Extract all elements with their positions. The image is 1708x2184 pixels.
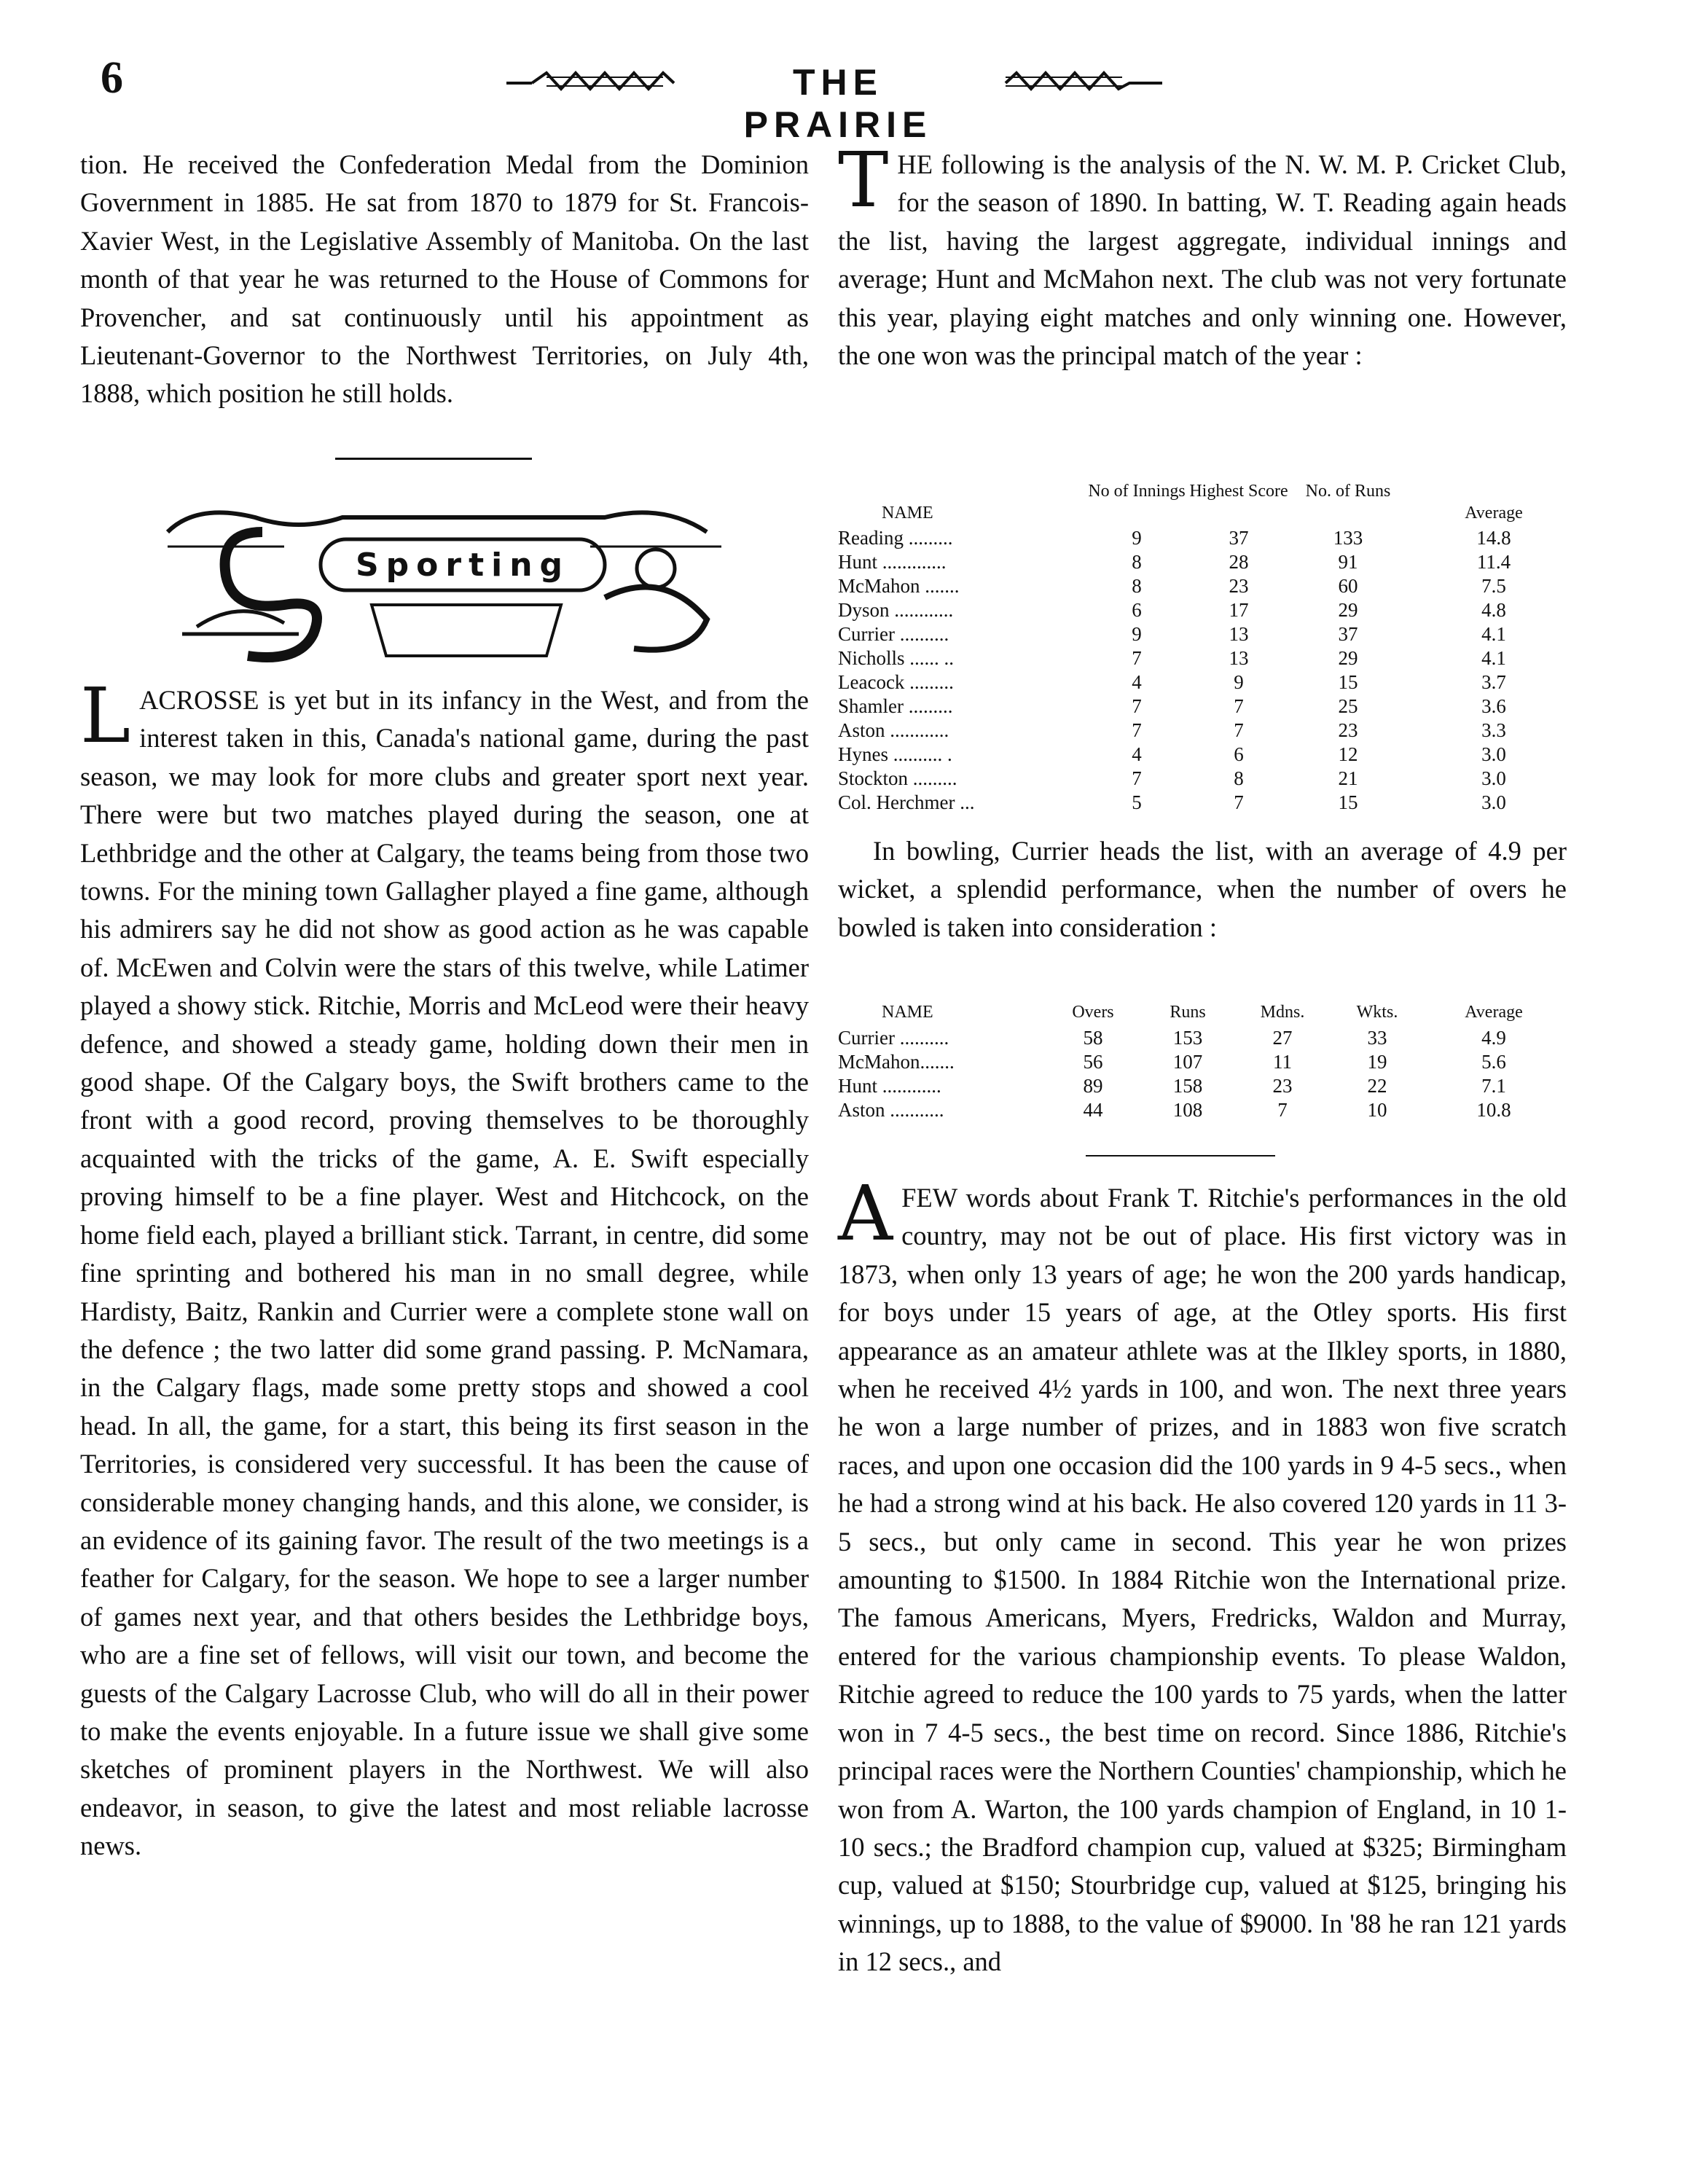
table-cell: McMahon ....... [838, 575, 960, 597]
right-ornament-icon [998, 60, 1166, 103]
table-cell: 14.8 [1476, 527, 1511, 549]
table-row [838, 670, 1574, 694]
publication-title: THE PRAIRIE [743, 62, 933, 145]
bowling-header-average: Average [1465, 1003, 1523, 1022]
bowling-header-overs: Overs [1072, 1003, 1114, 1022]
table-row [838, 598, 1574, 622]
table-cell: 7 [1234, 695, 1244, 717]
ritchie-article [838, 1169, 1567, 1981]
table-cell: 4.9 [1481, 1027, 1506, 1049]
table-cell: 133 [1333, 527, 1363, 549]
table-cell: 7 [1234, 719, 1244, 741]
bowling-table-header [838, 1002, 1574, 1026]
table-cell: 4.1 [1481, 623, 1506, 645]
table-row [838, 1098, 1574, 1122]
batting-header-innings: No of Innings [1088, 482, 1186, 501]
table-row [838, 743, 1574, 767]
table-cell: 9 [1132, 623, 1142, 645]
table-cell: Stockton ......... [838, 767, 957, 789]
bowling-intro [838, 832, 1567, 947]
table-cell: 7 [1132, 695, 1142, 717]
bowling-intro-text: In bowling, Currier heads the list, with an average of 4.9 per wicket, a splendid performance, when the number of overs he bowled is taken into consideration : [838, 836, 1567, 942]
bowling-table [838, 1002, 1574, 1122]
table-cell: Leacock ......... [838, 671, 954, 693]
table-cell: 11 [1273, 1051, 1292, 1073]
table-cell: Hynes .......... . [838, 743, 952, 765]
table-cell: 15 [1338, 671, 1358, 693]
table-cell: 58 [1083, 1027, 1103, 1049]
table-cell: 21 [1338, 767, 1358, 789]
batting-table [838, 481, 1574, 815]
table-cell: Reading ......... [838, 527, 953, 549]
ritchie-article-text: FEW words about Frank T. Ritchie's performances in the old country, may not be out of place. His first victory was in 1873, when only 13 years of age; he won the 200 yards handicap, for boys under 15 years of age, at the Otley sports. His first appearance as an amateur athlete was at the Ilkley sports, in 1880, when he received 4½ yards in 100, and won. The next three years he won a large number of prizes, and in 1883 won five scratch races, and upon one occasion did the 100 yards in 9 4-5 secs., when he had a strong wind at his back. He also covered 120 yards in 11 3-5 secs., but only came in second. This year he won prizes amounting to $1500. In 1884 Ritchie won the International prize. The famous Americans, Myers, Fredricks, Waldon and Murray, entered for the various championship events. To please Waldon, Ritchie agreed to reduce the 100 yards to 75 yards, when the latter won in 7 4-5 secs., the best time on record. Since 1886, Ritchie's principal races were the Northern Counties' championship, which he won from A. Warton, the 100 yards champion of England, in 10 1-10 secs.; the Bradford champion cup, valued at $325; Birmingham cup, valued at $150; Stourbridge cup, valued at $125, bringing his winnings, up to 1888, to the value of $9000. In '88 he ran 121 yards in 12 secs., and [838, 1183, 1567, 1977]
table-cell: 7 [1132, 719, 1142, 741]
table-cell: 23 [1338, 719, 1358, 741]
table-cell: 19 [1367, 1051, 1387, 1073]
table-cell: 7 [1277, 1099, 1288, 1121]
table-row [838, 694, 1574, 719]
table-cell: 7.5 [1481, 575, 1506, 597]
table-row [838, 719, 1574, 743]
cricket-dropcap: T [838, 136, 889, 224]
table-cell: 3.0 [1481, 743, 1506, 765]
table-cell: Hunt ............. [838, 551, 947, 573]
section-divider [335, 458, 532, 460]
cricket-intro-text: HE following is the analysis of the N. W. M. P. Cricket Club, for the season of 1890. In batting, W. T. Reading again heads the list, having the largest aggregate, individual innings and average; Hunt and McMahon next. The club was not very fortunate this year, playing eight matches and only winning one. However, the one won was the principal match of the year : [838, 149, 1567, 371]
table-cell: 6 [1132, 599, 1142, 621]
table-cell: 108 [1172, 1099, 1203, 1121]
left-column [80, 146, 809, 413]
table-cell: 3.7 [1481, 671, 1506, 693]
table-row [838, 1074, 1574, 1098]
table-cell: 5 [1132, 791, 1142, 813]
table-cell: 6 [1234, 743, 1244, 765]
table-cell: 25 [1338, 695, 1358, 717]
table-cell: 5.6 [1481, 1051, 1506, 1073]
section-divider-2 [1086, 1155, 1275, 1156]
left-ornament-icon [503, 60, 678, 103]
lacrosse-article-text: ACROSSE is yet but in its infancy in the West, and from the interest taken in this, Canada's national game, during the past season, we may look for more clubs and greater sport next year. There were but two matches played during the season, one at Lethbridge and the other at Calgary, the teams being from those two towns. For the mining town Gallagher played a fine game, although his admirers say he did not show as good action as he was capable of. McEwen and Colvin were the stars of this twelve, while Latimer played a showy stick. Ritchie, Morris and McLeod were their heavy defence, and showed a steady game, holding down their men in good shape. Of the Calgary boys, the Swift brothers came to the front with a good record, proving themselves to be thoroughly acquainted with the tricks of the game, A. E. Swift especially proving himself to be a fine player. West and Hitchcock, on the home field each, played a brilliant stick. Tarrant, in centre, did some fine sprinting and bothered his man in no small degree, while Hardisty, Baitz, Rankin and Currier were a complete stone wall on the defence ; the two latter did some grand passing. P. McNamara, in the Calgary flags, made some pretty stops and showed a cool head. In all, the game, for a start, this being its first season in the Territories, is considered very successful. It has been the cause of considerable money changing hands, and this alone, we consider, is an evidence of its gaining favor. The result of the two meetings is a feather for Calgary, for the season. We hope to see a larger number of games next year, and that others besides the Lethbridge boys, who are a fine set of fellows, will visit our town, and become the guests of the Calgary Lacrosse Club, who will do all in their power to make the events enjoyable. In a future issue we shall give some sketches of prominent players in the Northwest. We will also endeavor, in season, to give the latest and most reliable lacrosse news. [80, 685, 809, 1861]
table-cell: 56 [1083, 1051, 1103, 1073]
table-cell: 10 [1367, 1099, 1387, 1121]
table-cell: Aston ........... [838, 1099, 944, 1121]
table-cell: 23 [1229, 575, 1249, 597]
page-number: 6 [101, 53, 123, 103]
table-row [838, 1050, 1574, 1074]
table-cell: 27 [1272, 1027, 1293, 1049]
table-cell: 10.8 [1476, 1099, 1511, 1121]
batting-header-highest: Highest Score [1189, 482, 1288, 501]
table-row [838, 526, 1574, 550]
table-cell: Nicholls ...... .. [838, 647, 954, 669]
table-cell: Shamler ......... [838, 695, 953, 717]
table-row [838, 550, 1574, 574]
sporting-banner-icon [153, 488, 736, 670]
ritchie-dropcap: A [838, 1169, 893, 1258]
table-row [838, 622, 1574, 646]
bowling-header-name: NAME [882, 1003, 933, 1022]
table-cell: 107 [1172, 1051, 1203, 1073]
bowling-header-maidens: Mdns. [1260, 1003, 1305, 1022]
table-cell: 13 [1229, 623, 1249, 645]
batting-header-name: NAME [882, 504, 933, 522]
table-cell: 91 [1338, 551, 1358, 573]
table-cell: 7 [1132, 647, 1142, 669]
table-cell: 13 [1229, 647, 1249, 669]
bowling-header-runs: Runs [1170, 1003, 1206, 1022]
table-cell: Hunt ............ [838, 1075, 941, 1097]
sporting-banner-text: Sporting [355, 547, 571, 584]
table-cell: 153 [1172, 1027, 1203, 1049]
batting-table-body [838, 526, 1574, 815]
table-cell: 23 [1272, 1075, 1293, 1097]
table-cell: 28 [1229, 551, 1249, 573]
table-row [838, 574, 1574, 598]
table-cell: 17 [1229, 599, 1249, 621]
table-cell: 7 [1132, 767, 1142, 789]
table-cell: Col. Herchmer ... [838, 791, 975, 813]
batting-table-header [838, 481, 1574, 526]
table-row [838, 646, 1574, 670]
table-cell: 11.4 [1476, 551, 1511, 573]
table-cell: 8 [1234, 767, 1244, 789]
page-header [0, 45, 1708, 145]
table-row [838, 1026, 1574, 1050]
table-cell: Currier .......... [838, 623, 949, 645]
table-cell: 7.1 [1481, 1075, 1506, 1097]
table-cell: 4 [1132, 743, 1142, 765]
table-cell: 3.0 [1481, 767, 1506, 789]
lacrosse-dropcap: L [80, 671, 131, 760]
batting-header-average: Average [1465, 504, 1523, 522]
table-cell: 89 [1083, 1075, 1103, 1097]
table-cell: 15 [1338, 791, 1358, 813]
table-cell: 12 [1338, 743, 1358, 765]
table-cell: 4.8 [1481, 599, 1506, 621]
table-cell: 60 [1338, 575, 1358, 597]
table-cell: 29 [1338, 647, 1358, 669]
table-cell: 4.1 [1481, 647, 1506, 669]
table-cell: 3.0 [1481, 791, 1506, 813]
table-cell: 44 [1083, 1099, 1103, 1121]
table-cell: Dyson ............ [838, 599, 954, 621]
table-cell: 4 [1132, 671, 1142, 693]
table-cell: Currier .......... [838, 1027, 949, 1049]
table-cell: 29 [1338, 599, 1358, 621]
bowling-header-wickets: Wkts. [1356, 1003, 1398, 1022]
table-cell: 8 [1132, 575, 1142, 597]
table-cell: 37 [1229, 527, 1249, 549]
table-cell: Aston ............ [838, 719, 949, 741]
table-cell: 3.3 [1481, 719, 1506, 741]
bowling-table-body [838, 1026, 1574, 1122]
table-row [838, 767, 1574, 791]
table-cell: 9 [1234, 671, 1244, 693]
table-cell: 158 [1172, 1075, 1203, 1097]
batting-header-runs: No. of Runs [1305, 482, 1391, 501]
table-cell: 8 [1132, 551, 1142, 573]
table-cell: 3.6 [1481, 695, 1506, 717]
table-cell: 22 [1367, 1075, 1387, 1097]
table-cell: 9 [1132, 527, 1142, 549]
lacrosse-article [80, 671, 809, 1866]
intro-paragraph: tion. He received the Confederation Medal from the Dominion Government in 1885. He sat from 1870 to 1879 for St. Francois-Xavier West, in the Legislative Assembly of Manitoba. On the last month of that year he was returned to the House of Commons for Provencher, and sat continuously until his appointment as Lieutenant-Governor to the Northwest Territories, on July 4th, 1888, which position he still holds. [80, 149, 809, 409]
table-row [838, 791, 1574, 815]
table-cell: 37 [1338, 623, 1358, 645]
cricket-intro [838, 136, 1567, 375]
table-cell: 7 [1234, 791, 1244, 813]
table-cell: 33 [1367, 1027, 1387, 1049]
table-cell: McMahon....... [838, 1051, 955, 1073]
